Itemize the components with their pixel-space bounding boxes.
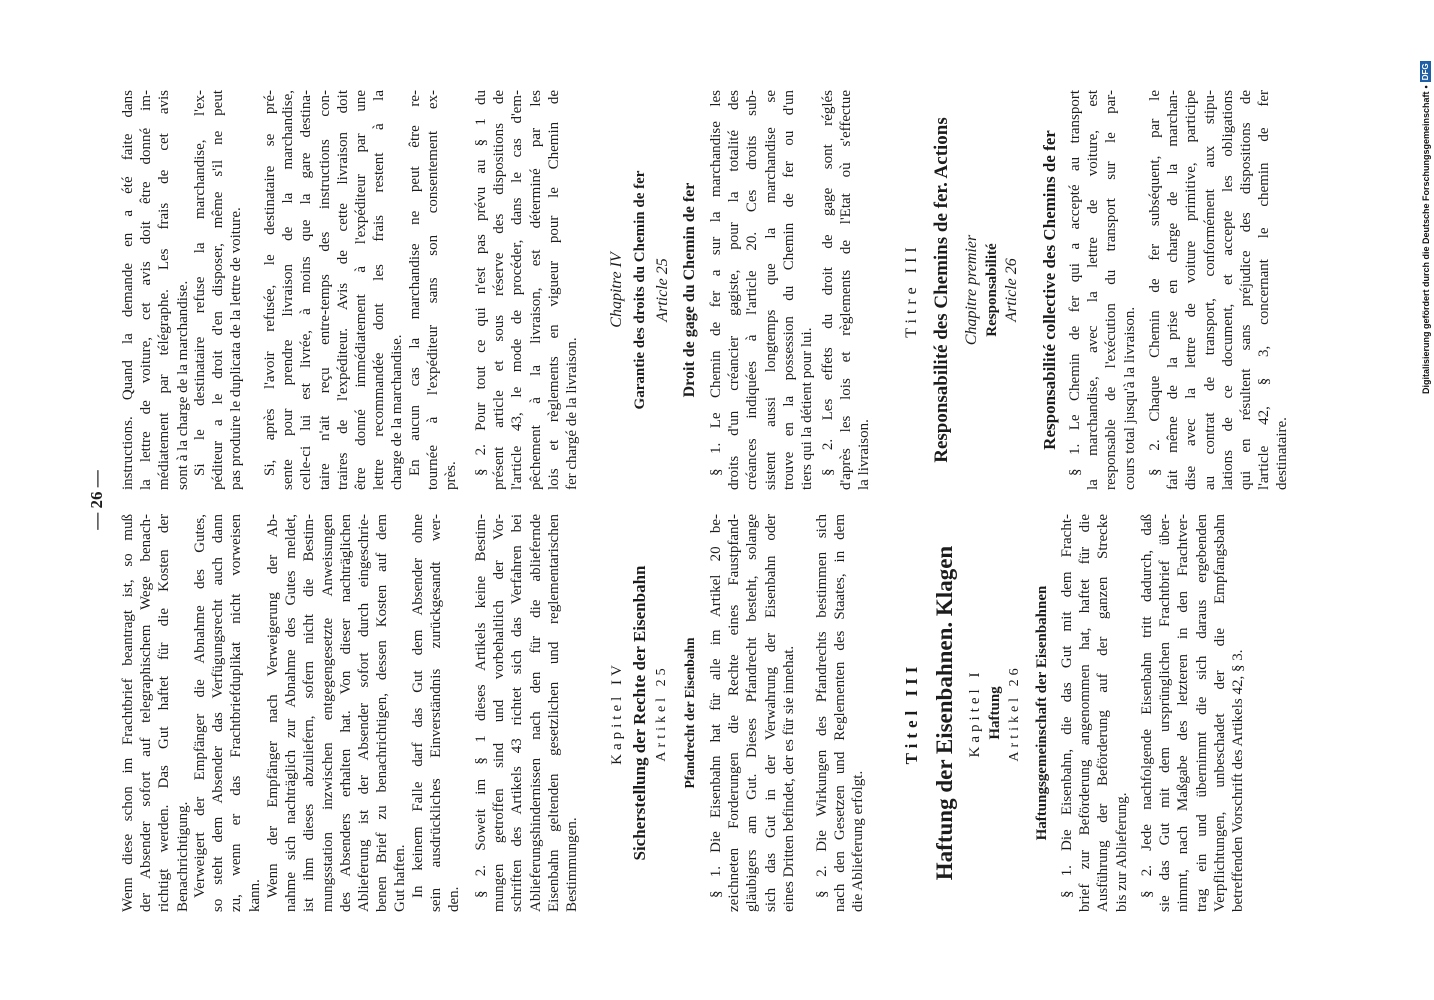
text-line: schriften des Artikels 43 richtet sich das Verfahren bei: [509, 514, 526, 912]
text-line: trag ein und übernimmt die sich daraus ergebenden: [1193, 514, 1210, 912]
chapter-label: Chapitre premier: [963, 234, 980, 346]
text-line: richtigt werden. Das Gut haftet für die Kosten der: [156, 514, 173, 912]
text-line: sistent aussi longtemps que la marchandise se: [762, 90, 779, 490]
text-line: Verpflichtungen, unbeschadet der die Empfangsbahn: [1211, 514, 1228, 912]
text-line: trouve en la possession du Chemin de fer ou d'un: [780, 90, 797, 490]
text-line: créances indiquées à l'article 20. Ces droits sub-: [744, 90, 761, 490]
title-label: Titel III: [902, 661, 921, 765]
text-line: sein ausdrückliches Einverständnis zurückgesandt wer-: [428, 514, 445, 912]
text-line: benen Brief zu benachrichtigen, dessen Kosten auf dem: [374, 514, 391, 912]
text-line: traires de l'expéditeur. Avis de cette livraison doit: [334, 90, 351, 490]
paragraph: [406, 90, 461, 490]
text-line: § 1. Le Chemin de fer qui a accepté au transport: [1067, 90, 1083, 476]
chapter-label: Chapitre IV: [608, 252, 625, 328]
text-line: eines Dritten befindet, der es für sie innehat.: [780, 645, 797, 912]
text-line: Wenn diese schon im Frachtbrief beantragt ist, so muß: [120, 514, 136, 912]
text-line: Bestimmungen.: [564, 817, 581, 912]
text-line: Si, après l'avoir refusée, le destinataire se pré-: [262, 90, 278, 476]
paragraph: [1058, 514, 1131, 912]
text-line: taire n'ait reçu entre-temps des instructions con-: [316, 90, 333, 490]
paragraph: [707, 90, 816, 490]
article-label: Article 26: [1003, 258, 1020, 322]
credit-separator: •: [1421, 85, 1431, 89]
text-line: sont à la charge de la marchandise.: [174, 280, 191, 490]
text-line: § 1. Die Eisenbahn hat für alle im Artikel 20 be-: [708, 514, 724, 898]
text-line: instructions. Quand la demande en a été faite dans: [120, 90, 136, 490]
text-line: la lettre de voiture, cet avis doit être donné im-: [138, 90, 155, 490]
text-line: nach den Gesetzen und Reglementen des Staates, in dem: [832, 514, 849, 912]
text-line: Wenn der Empfänger nach Verweigerung der Ab-: [265, 514, 281, 898]
text-line: la marchandise, avec la lettre de voiture, est: [1085, 90, 1102, 490]
paragraph: [1066, 90, 1139, 490]
article-title: Droit de gage du Chemin de fer: [681, 182, 698, 398]
text-line: fait même de la prise en charge de la marchan-: [1165, 90, 1182, 490]
paragraph: [707, 514, 798, 912]
credit-text: Digitalisierung gefördert durch die Deutsche Forschungsgemeinschaft: [1421, 91, 1431, 394]
text-line: responsable de l'exécution du transport sur le par-: [1103, 90, 1120, 490]
article-label: Artikel 25: [654, 664, 669, 762]
text-line: zeichneten Forderungen die Rechte eines Faustpfand-: [726, 514, 743, 912]
paragraph: [191, 514, 264, 912]
chapter-title: Haftung: [987, 686, 1003, 740]
title-heading: Responsabilité des Chemins de fer. Actions: [931, 117, 952, 463]
text-line: présent article et sous réserve des dispositions de: [491, 90, 508, 490]
text-line: § 2. Les effets du droit de gage sont réglés: [820, 90, 836, 476]
paragraph: [1146, 90, 1292, 490]
paragraph: [472, 90, 581, 490]
text-line: lois et règlements en vigueur pour le Chemin de: [545, 90, 562, 490]
article-title: Responsabilité collective des Chemins de fer: [1040, 130, 1059, 450]
text-line: der Absender sofort auf telegraphischem Wege benach-: [138, 514, 155, 912]
text-line: l'article 42, § 3, concernant le chemin de fer: [1256, 90, 1273, 490]
text-line: d'après les lois et règlements de l'Etat où s'effectue: [838, 90, 855, 490]
text-line: Ablieferungshindernissen nach den für die abliefernde: [527, 514, 544, 912]
text-line: lations de ce document, et accepte les obligations: [1219, 90, 1236, 490]
chapter-label: Kapitel I: [967, 668, 983, 758]
text-line: Si le destinataire refuse la marchandise, l'ex-: [192, 90, 208, 476]
book-page: [80, 80, 1300, 920]
paragraph: [409, 514, 464, 912]
digitization-credit: [1419, 6, 1433, 394]
text-line: cours total jusqu'à la livraison.: [1121, 306, 1138, 490]
text-line: En aucun cas la marchandise ne peut être re-: [407, 90, 423, 476]
text-line: sich das Gut in der Verwahrung der Eisenbahn oder: [762, 514, 779, 912]
text-line: celle-ci lui est livrée, à moins que la gare destina-: [298, 90, 315, 490]
text-line: betreffenden Vorschrift des Artikels 42, § 3.: [1230, 649, 1247, 912]
text-line: Gut haften.: [392, 844, 409, 912]
page-number: — 26 —: [87, 470, 106, 530]
paragraph: [119, 514, 192, 912]
paragraph: [261, 90, 407, 490]
text-line: qui en résultent sans préjudice des dispositions de: [1238, 90, 1255, 490]
text-line: au contrat de transport, conformément aux stipu-: [1201, 90, 1218, 490]
text-line: nahme sich nachträglich zur Abnahme des Gutes meldet,: [283, 514, 300, 912]
text-line: destinataire.: [1274, 417, 1291, 490]
text-line: droits d'un créancier gagiste, pour la totalité des: [726, 90, 743, 490]
chapter-title: Sicherstellung der Rechte der Eisenbahn: [630, 565, 649, 861]
text-line: tiers qui la détient pour lui.: [799, 327, 816, 490]
text-line: mungsstation inzwischen entgegengesetzte Anweisungen: [319, 514, 336, 912]
text-line: kann.: [246, 879, 263, 912]
text-line: fer chargé de la livraison.: [564, 337, 581, 490]
text-line: § 1. Le Chemin de fer a sur la marchandise les: [708, 90, 724, 476]
text-line: In keinem Falle darf das Gut dem Absender ohne: [410, 514, 426, 898]
text-line: die Ablieferung erfolgt.: [850, 770, 867, 912]
chapter-title: Garantie des droits du Chemin de fer: [632, 170, 648, 410]
text-line: pas produire le duplicata de la lettre de voiture.: [228, 207, 245, 490]
text-line: Benachrichtigung.: [174, 801, 191, 912]
paragraph: [819, 90, 874, 490]
title-heading: Haftung der Eisenbahnen. Klagen: [932, 545, 957, 881]
text-line: des Absenders erhalten hat. Von dieser nachträglichen: [337, 514, 354, 912]
text-line: den.: [446, 886, 463, 912]
paragraph: [813, 514, 868, 912]
article-title: Haftungsgemeinschaft der Eisenbahnen: [1034, 585, 1050, 841]
text-line: péditeur a le droit d'en disposer, même s'il ne peut: [210, 90, 227, 490]
text-line: mungen getroffen sind und vorbehaltlich der Vor-: [491, 514, 508, 912]
text-line: médiatement par télégraphe. Les frais de cet avis: [156, 90, 173, 490]
text-line: l'article 43, le mode de procéder, dans le cas d'em-: [509, 90, 526, 490]
text-line: dise avec la lettre de voiture primitive, participe: [1183, 90, 1200, 490]
chapter-label: Kapitel IV: [609, 661, 625, 765]
article-title: Pfandrecht der Eisenbahn: [682, 637, 697, 789]
text-line: § 2. Chaque Chemin de fer subséquent, par le: [1147, 90, 1163, 476]
french-column: [80, 90, 1300, 490]
text-line: sie das Gut mit dem ursprünglichen Frachtbrief über-: [1157, 514, 1174, 912]
text-line: gläubigers am Gut. Dieses Pfandrecht besteht, solange: [744, 514, 761, 912]
text-line: tournée à l'expéditeur sans son consentement ex-: [425, 90, 442, 490]
text-line: § 2. Jede nachfolgende Eisenbahn tritt dadurch, daß: [1139, 514, 1155, 898]
dfg-logo: DFG: [1421, 63, 1430, 81]
text-line: so steht dem Absender das Verfügungsrecht auch dann: [210, 514, 227, 912]
text-line: Ablieferung ist der Absender sofort durch eingeschrie-: [356, 514, 373, 912]
text-line: Ausführung der Beförderung auf der ganzen Strecke: [1095, 514, 1112, 912]
text-line: sente pour prendre livraison de la marchandise,: [280, 90, 297, 490]
text-line: près.: [443, 461, 460, 490]
chapter-title: Responsabilité: [984, 243, 1000, 337]
text-line: ist ihm dieses abzuliefern, sofern nicht die Bestim-: [301, 514, 318, 912]
text-line: § 1. Die Eisenbahn, die das Gut mit dem Fracht-: [1059, 514, 1075, 898]
paragraph: [264, 514, 410, 912]
text-line: zu, wenn er das Frachtbriefduplikat nicht vorweisen: [228, 514, 245, 912]
text-line: Eisenbahn geltenden gesetzlichen und reglementarischen: [545, 514, 562, 912]
text-line: la livraison.: [856, 419, 873, 490]
article-label: Article 25: [654, 258, 671, 322]
paragraph: [191, 90, 246, 490]
title-label: Titre III: [903, 242, 920, 338]
text-line: être donné immédiatement à l'expéditeur par une: [353, 90, 370, 490]
paragraph: [119, 90, 192, 490]
text-line: Verweigert der Empfänger die Abnahme des Gutes,: [192, 514, 208, 898]
text-line: § 2. Soweit im § 1 dieses Artikels keine Bestim-: [473, 514, 489, 898]
text-line: bis zur Ablieferung.: [1113, 792, 1130, 912]
german-column: [80, 514, 1300, 912]
text-line: nimmt, nach Maßgabe des letzteren in den Frachtver-: [1175, 514, 1192, 912]
text-line: pêchement à la livraison, est déterminé par les: [527, 90, 544, 490]
article-label: Artikel 26: [1007, 664, 1022, 762]
text-line: lettre recommandée dont les frais restent à la: [371, 90, 388, 490]
text-line: § 2. Pour tout ce qui n'est pas prévu au § 1 du: [473, 90, 489, 476]
paragraph: [472, 514, 581, 912]
text-line: § 2. Die Wirkungen des Pfandrechts bestimmen sich: [814, 514, 830, 898]
text-line: charge de la marchandise.: [389, 334, 406, 490]
text-line: brief zur Beförderung angenommen hat, haftet für die: [1077, 514, 1094, 912]
paragraph: [1138, 514, 1247, 912]
